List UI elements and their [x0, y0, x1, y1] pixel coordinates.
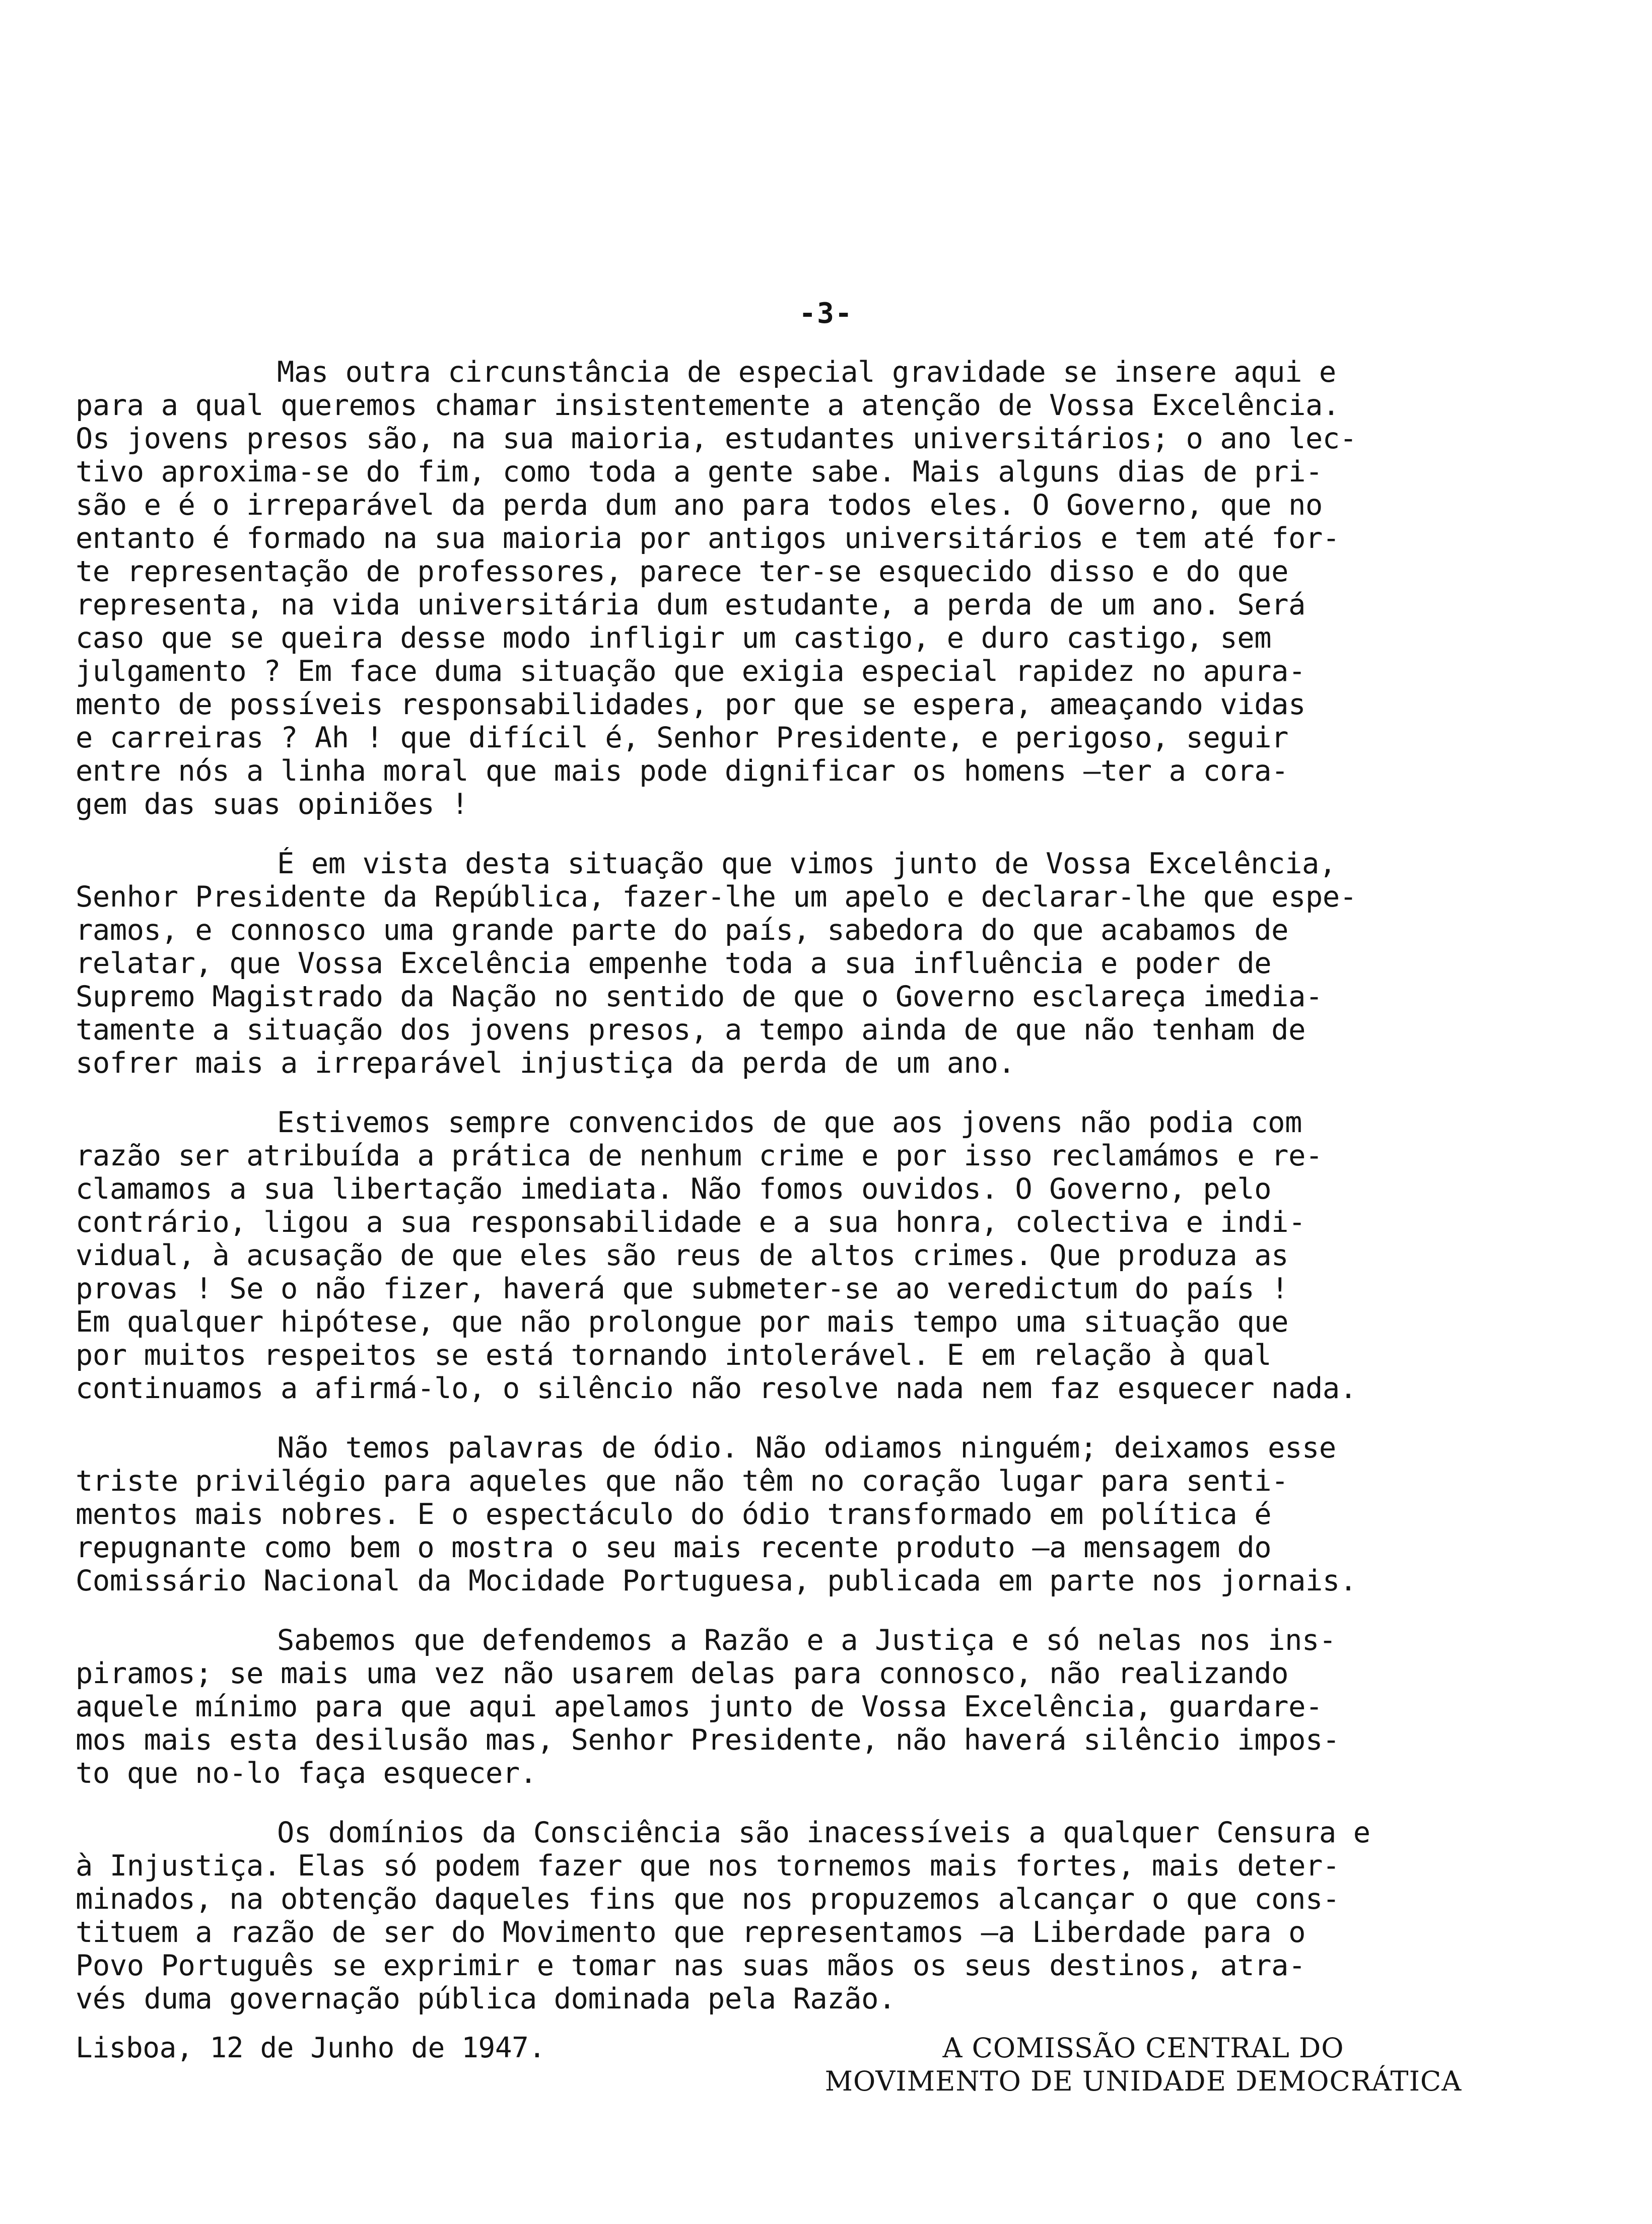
text-line: gem das suas opiniões ! [76, 788, 469, 821]
paragraph-6 [76, 1816, 1576, 2016]
text-line: triste privilégio para aqueles que não têm no coração lugar para senti- [76, 1465, 1289, 1498]
text-line: Os jovens presos são, na sua maioria, estudantes universitários; o ano lec- [76, 422, 1357, 455]
signature-line: A COMISSÃO CENTRAL DO [942, 2032, 1344, 2064]
text-line: à Injustiça. Elas só podem fazer que nos tornemos mais fortes, mais deter- [76, 1849, 1340, 1883]
text-line: por muitos respeitos se está tornando intolerável. E em relação à qual [76, 1339, 1272, 1372]
signature-line: MOVIMENTO DE UNIDADE DEMOCRÁTICA [824, 2065, 1462, 2097]
text-line: representa, na vida universitária dum estudante, a perda de um ano. Será [76, 588, 1306, 621]
text-line: repugnante como bem o mostra o seu mais recente produto —a mensagem do [76, 1531, 1272, 1564]
text-line: julgamento ? Em face duma situação que exigia especial rapidez no apura- [76, 655, 1306, 688]
text-line: relatar, que Vossa Excelência empenhe toda a sua influência e poder de [76, 947, 1272, 980]
text-line: Povo Português se exprimir e tomar nas suas mãos os seus destinos, atra- [76, 1949, 1306, 1982]
page-number: -3- [799, 297, 853, 330]
text-line: contrário, ligou a sua responsabilidade e a sua honra, colectiva e indi- [76, 1206, 1306, 1239]
text-line: entre nós a linha moral que mais pode dignificar os homens —ter a cora- [76, 754, 1289, 788]
text-line: Estivemos sempre convencidos de que aos jovens não podia com [277, 1106, 1302, 1139]
text-line: tamente a situação dos jovens presos, a tempo ainda de que não tenham de [76, 1013, 1306, 1047]
paragraph-4 [76, 1431, 1576, 1597]
text-line: piramos; se mais uma vez não usarem delas para connosco, não realizando [76, 1657, 1289, 1690]
text-line: razão ser atribuída a prática de nenhum crime e por isso reclamámos e re- [76, 1139, 1323, 1172]
paragraph-5 [76, 1624, 1576, 1790]
text-line: aquele mínimo para que aqui apelamos junto de Vossa Excelência, guardare- [76, 1690, 1323, 1723]
text-line: e carreiras ? Ah ! que difícil é, Senhor Presidente, e perigoso, seguir [76, 721, 1289, 754]
text-line: mento de possíveis responsabilidades, por que se espera, ameaçando vidas [76, 688, 1306, 721]
text-line: mentos mais nobres. E o espectáculo do ódio transformado em política é [76, 1498, 1272, 1531]
text-line: te representação de professores, parece ter-se esquecido disso e do que [76, 555, 1289, 588]
text-line: entanto é formado na sua maioria por antigos universitários e tem até for- [76, 522, 1340, 555]
paragraph-1 [76, 356, 1576, 821]
text-line: ramos, e connosco uma grande parte do país, sabedora do que acabamos de [76, 914, 1289, 947]
signature-block [740, 2032, 1546, 2098]
paragraph-2 [76, 847, 1576, 1080]
text-line: tivo aproxima-se do fim, como toda a gente sabe. Mais alguns dias de pri- [76, 455, 1323, 489]
text-line: vidual, à acusação de que eles são reus de altos crimes. Que produza as [76, 1239, 1289, 1272]
text-line: provas ! Se o não fizer, haverá que submeter-se ao veredictum do país ! [76, 1272, 1289, 1305]
text-line: Em qualquer hipótese, que não prolongue por mais tempo uma situação que [76, 1305, 1289, 1339]
text-line: Supremo Magistrado da Nação no sentido de que o Governo esclareça imedia- [76, 980, 1323, 1013]
text-line: clamamos a sua libertação imediata. Não fomos ouvidos. O Governo, pelo [76, 1172, 1272, 1206]
text-line: É em vista desta situação que vimos junto de Vossa Excelência, [277, 847, 1336, 880]
text-line: mos mais esta desilusão mas, Senhor Presidente, não haverá silêncio impos- [76, 1723, 1340, 1757]
text-line: Não temos palavras de ódio. Não odiamos ninguém; deixamos esse [277, 1431, 1336, 1465]
text-line: Mas outra circunstância de especial gravidade se insere aqui e [277, 356, 1336, 389]
text-line: sofrer mais a irreparável injustiça da perda de um ano. [76, 1047, 1015, 1080]
text-line: continuamos a afirmá-lo, o silêncio não resolve nada nem faz esquecer nada. [76, 1372, 1357, 1405]
letter-footer [76, 2032, 1576, 2102]
text-line: vés duma governação pública dominada pela Razão. [76, 1982, 896, 2016]
text-line: Senhor Presidente da República, fazer-lhe um apelo e declarar-lhe que espe- [76, 880, 1357, 914]
text-line: caso que se queira desse modo infligir um castigo, e duro castigo, sem [76, 621, 1272, 655]
letter-body [76, 356, 1576, 2042]
text-line: são e é o irreparável da perda dum ano para todos eles. O Governo, que no [76, 489, 1323, 522]
text-line: minados, na obtenção daqueles fins que nos propuzemos alcançar o que cons- [76, 1883, 1340, 1916]
text-line: Os domínios da Consciência são inacessíveis a qualquer Censura e [277, 1816, 1370, 1849]
text-line: tituem a razão de ser do Movimento que representamos —a Liberdade para o [76, 1916, 1306, 1949]
text-line: to que no-lo faça esquecer. [76, 1757, 537, 1790]
text-line: para a qual queremos chamar insistentemente a atenção de Vossa Excelência. [76, 389, 1340, 422]
text-line: Comissário Nacional da Mocidade Portuguesa, publicada em parte nos jornais. [76, 1564, 1357, 1597]
paragraph-3 [76, 1106, 1576, 1405]
place-date: Lisboa, 12 de Junho de 1947. [76, 2032, 545, 2064]
text-line: Sabemos que defendemos a Razão e a Justiça e só nelas nos ins- [277, 1624, 1336, 1657]
